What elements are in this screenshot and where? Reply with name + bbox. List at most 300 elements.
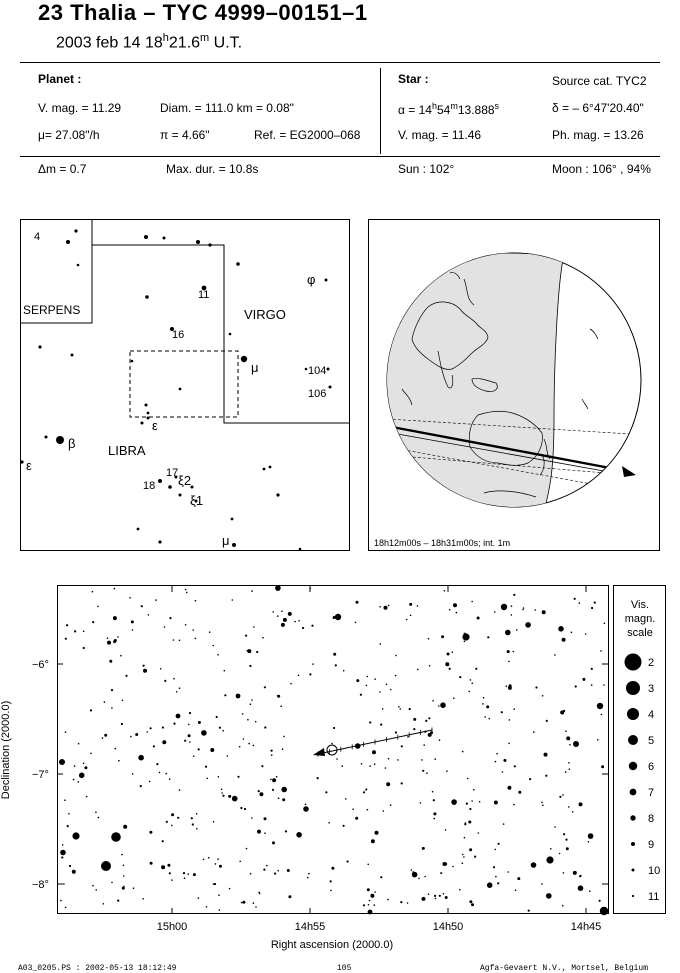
field-star xyxy=(283,618,287,622)
page-title: 23 Thalia – TYC 4999–00151–1 xyxy=(38,0,368,25)
finder-star xyxy=(241,356,247,362)
field-star xyxy=(479,801,481,803)
field-star xyxy=(575,685,577,687)
finder-star xyxy=(299,548,302,551)
field-star xyxy=(242,901,245,904)
field-star xyxy=(501,711,503,713)
field-star xyxy=(120,655,122,657)
field-star xyxy=(566,847,569,850)
field-star xyxy=(138,755,144,761)
field-star xyxy=(487,882,493,888)
magscale-dot-2 xyxy=(625,654,642,671)
field-star xyxy=(219,865,222,868)
field-star xyxy=(447,653,450,656)
field-star xyxy=(486,705,489,708)
field-star xyxy=(62,844,64,846)
field-star xyxy=(133,887,135,889)
field-star xyxy=(205,766,207,768)
field-star xyxy=(153,745,155,747)
field-star xyxy=(382,708,384,710)
field-star xyxy=(156,763,158,765)
header-top-rule xyxy=(20,62,660,63)
field-star xyxy=(167,864,170,867)
magscale-label-11: 11 xyxy=(648,891,660,903)
finder-label-phi: φ xyxy=(307,272,316,287)
field-star xyxy=(264,832,266,834)
field-star xyxy=(83,763,85,765)
field-star xyxy=(298,620,300,622)
magscale-label-3: 3 xyxy=(648,683,655,695)
field-star xyxy=(90,709,92,711)
field-star xyxy=(118,760,120,762)
finder-star xyxy=(71,354,74,357)
field-star xyxy=(148,614,150,616)
field-star xyxy=(140,785,142,787)
field-star xyxy=(123,865,125,867)
field-star xyxy=(196,813,198,815)
globe-map xyxy=(368,219,660,551)
field-star xyxy=(386,782,390,786)
magscale-dot-9 xyxy=(631,842,635,846)
field-star xyxy=(253,902,255,904)
field-star xyxy=(422,847,425,850)
field-star xyxy=(379,606,381,608)
field-star xyxy=(283,736,285,738)
field-star xyxy=(494,801,498,805)
field-star xyxy=(511,605,513,607)
field-star xyxy=(441,872,443,874)
field-star xyxy=(308,873,310,875)
field-star xyxy=(74,630,76,632)
field-star xyxy=(428,717,430,719)
field-star xyxy=(400,901,402,903)
footer-page-number: 105 xyxy=(337,964,352,973)
field-star xyxy=(380,724,382,726)
field-star xyxy=(155,599,157,601)
field-star xyxy=(475,668,477,670)
field-star xyxy=(591,607,593,609)
field-star xyxy=(121,723,123,725)
field-star xyxy=(281,610,283,612)
field-star xyxy=(355,817,358,820)
field-star xyxy=(494,611,496,613)
bright-field-star xyxy=(573,741,579,747)
field-star xyxy=(198,721,201,724)
bright-field-star xyxy=(597,703,603,709)
field-star xyxy=(173,723,175,725)
field-star xyxy=(579,802,583,806)
field-star xyxy=(224,694,226,696)
finder-label-mu-2: μ xyxy=(222,533,230,548)
field-star xyxy=(387,899,389,901)
field-star xyxy=(104,734,107,737)
field-star xyxy=(253,626,255,628)
field-star xyxy=(390,804,392,806)
field-star xyxy=(206,906,208,908)
field-star xyxy=(210,748,214,752)
magscale-dot-4 xyxy=(627,708,639,720)
field-star xyxy=(465,822,467,824)
field-star xyxy=(227,755,229,757)
field-star xyxy=(198,748,200,750)
ytick-minus8: −8° xyxy=(32,879,49,891)
finder-star xyxy=(147,412,150,415)
finder-star xyxy=(179,388,182,391)
field-star xyxy=(171,825,173,827)
finder-star xyxy=(158,540,161,543)
field-star xyxy=(533,731,535,733)
finder-star xyxy=(38,345,41,348)
field-star xyxy=(554,654,556,656)
field-star xyxy=(513,708,515,710)
finder-star xyxy=(137,528,140,531)
field-star xyxy=(67,825,69,827)
field-star xyxy=(78,743,80,745)
field-star xyxy=(95,811,97,813)
field-star xyxy=(189,741,191,743)
field-star xyxy=(242,713,244,715)
field-star xyxy=(104,701,106,703)
field-star xyxy=(255,906,257,908)
field-star xyxy=(406,619,408,621)
field-star xyxy=(462,751,464,753)
field-star xyxy=(462,862,464,864)
finder-star xyxy=(144,235,148,239)
field-star xyxy=(397,759,399,761)
field-star xyxy=(73,779,75,781)
field-star xyxy=(185,624,187,626)
field-star xyxy=(445,829,447,831)
field-star xyxy=(266,865,268,867)
field-star xyxy=(114,616,116,618)
field-star xyxy=(506,685,508,687)
field-star xyxy=(565,771,567,773)
field-star xyxy=(114,588,116,590)
field-star xyxy=(371,839,375,843)
field-star xyxy=(420,802,422,804)
field-star xyxy=(201,730,207,736)
field-star xyxy=(559,853,561,855)
field-star xyxy=(282,798,285,801)
field-star xyxy=(503,823,505,825)
field-star xyxy=(489,718,491,720)
field-star xyxy=(546,893,552,899)
field-star xyxy=(222,730,224,732)
field-star xyxy=(240,807,242,809)
xtick-15h00: 15h00 xyxy=(156,921,188,933)
finder-star xyxy=(179,494,182,497)
field-star xyxy=(209,631,211,633)
field-star xyxy=(241,902,243,904)
field-star xyxy=(109,660,112,663)
x-axis-label: Right ascension (2000.0) xyxy=(270,939,394,951)
field-star xyxy=(255,721,257,723)
field-star xyxy=(603,684,605,686)
planet-diameter: Diam. = 111.0 km = 0.08" xyxy=(160,101,294,115)
field-star xyxy=(418,878,420,880)
field-star xyxy=(270,779,272,781)
field-star xyxy=(528,910,530,912)
field-star xyxy=(90,753,92,755)
field-star xyxy=(482,703,484,705)
field-star xyxy=(262,637,264,639)
star-vmag: V. mag. = 11.46 xyxy=(398,128,482,142)
field-star xyxy=(271,750,273,752)
field-star xyxy=(132,629,134,631)
field-star xyxy=(355,622,357,624)
field-star xyxy=(456,612,458,614)
field-star xyxy=(366,788,368,790)
field-star xyxy=(484,716,486,718)
field-star xyxy=(582,678,585,681)
field-star xyxy=(508,686,512,690)
field-star xyxy=(588,841,590,843)
field-star xyxy=(179,789,181,791)
field-star xyxy=(333,653,336,656)
field-star xyxy=(390,689,392,691)
field-star xyxy=(125,675,127,677)
field-star xyxy=(430,731,433,734)
field-star xyxy=(417,669,419,671)
finder-label-mu: μ xyxy=(251,360,259,375)
field-star xyxy=(298,675,300,677)
field-star xyxy=(428,893,430,895)
field-star xyxy=(468,691,470,693)
field-star xyxy=(176,691,178,693)
field-star xyxy=(287,869,290,872)
field-star xyxy=(221,789,223,791)
field-star xyxy=(352,808,354,810)
field-star xyxy=(169,872,171,874)
header-mid-rule xyxy=(20,156,660,157)
field-star xyxy=(395,731,397,733)
field-star xyxy=(150,862,153,865)
field-star xyxy=(130,736,132,738)
sun-elongation: Sun : 102° xyxy=(398,162,455,176)
field-star xyxy=(309,673,311,675)
field-star xyxy=(107,637,109,639)
field-star xyxy=(534,609,536,611)
field-star xyxy=(565,839,567,841)
field-star xyxy=(550,848,552,850)
finder-star xyxy=(325,279,328,282)
field-star xyxy=(83,631,85,633)
field-star xyxy=(372,750,376,754)
magscale-dot-8 xyxy=(630,815,635,820)
field-star xyxy=(409,708,411,710)
field-star xyxy=(407,902,409,904)
magscale-dot-10 xyxy=(632,869,635,872)
field-star xyxy=(278,797,280,799)
field-star xyxy=(495,876,497,878)
field-star xyxy=(198,897,200,899)
magscale-label-5: 5 xyxy=(648,735,655,747)
field-star xyxy=(330,880,332,882)
magscale-dot-6 xyxy=(629,762,637,770)
field-star xyxy=(531,862,537,868)
planet-parallax: π = 4.66" xyxy=(160,128,210,142)
field-star xyxy=(162,726,164,728)
field-star xyxy=(203,859,205,861)
field-star xyxy=(375,831,379,835)
field-star xyxy=(212,645,214,647)
ytick-minus6: −6° xyxy=(32,659,49,671)
field-star xyxy=(443,893,445,895)
field-star xyxy=(502,771,504,773)
field-star xyxy=(513,651,515,653)
field-star xyxy=(122,700,124,702)
field-star xyxy=(474,856,476,858)
field-star xyxy=(529,778,531,780)
field-star xyxy=(312,663,314,665)
magscale-label-2: 2 xyxy=(648,657,655,669)
field-star xyxy=(162,840,164,842)
field-star xyxy=(395,675,397,677)
field-star xyxy=(562,905,564,907)
field-star xyxy=(65,638,67,640)
field-star xyxy=(221,792,223,794)
field-star xyxy=(453,697,455,699)
finder-label-epsilon-2: ε xyxy=(26,458,32,473)
field-star xyxy=(462,854,464,856)
field-star xyxy=(95,889,97,891)
field-star xyxy=(271,754,273,756)
field-star xyxy=(272,778,276,782)
field-star xyxy=(114,639,117,642)
finder-star xyxy=(327,368,330,371)
finder-star xyxy=(20,460,23,463)
field-star xyxy=(192,823,194,825)
field-star xyxy=(601,714,603,716)
field-star xyxy=(237,776,239,778)
field-star xyxy=(189,712,191,714)
field-star xyxy=(219,909,221,911)
field-star xyxy=(505,630,511,636)
field-star xyxy=(571,632,573,634)
finder-star xyxy=(305,368,308,371)
field-star xyxy=(193,756,195,758)
field-star xyxy=(522,609,524,611)
field-star xyxy=(407,736,409,738)
field-star xyxy=(302,627,304,629)
magscale-title-3: scale xyxy=(627,627,653,639)
field-star xyxy=(604,623,606,625)
field-star xyxy=(428,638,430,640)
field-star xyxy=(256,651,258,653)
finder-star xyxy=(141,422,144,425)
field-star xyxy=(247,719,249,721)
field-star xyxy=(192,629,194,631)
finder-star xyxy=(163,237,166,240)
field-star xyxy=(369,765,371,767)
field-star xyxy=(331,743,333,745)
field-star xyxy=(123,875,125,877)
finder-star xyxy=(208,243,211,246)
field-star xyxy=(509,719,511,721)
field-star xyxy=(184,740,186,742)
field-star xyxy=(369,900,371,902)
field-star xyxy=(444,590,446,592)
xtick-14h45: 14h45 xyxy=(570,921,602,933)
field-star xyxy=(566,736,570,740)
field-star xyxy=(195,600,197,602)
field-star xyxy=(487,636,489,638)
field-star xyxy=(166,821,168,823)
field-star xyxy=(249,665,251,667)
finder-star xyxy=(45,436,48,439)
field-star xyxy=(367,888,370,891)
field-star xyxy=(92,591,94,593)
field-star xyxy=(239,861,241,863)
field-star xyxy=(496,753,498,755)
field-star xyxy=(160,668,162,670)
field-star xyxy=(370,894,374,898)
finder-star xyxy=(276,493,279,496)
field-star xyxy=(374,763,376,765)
field-star xyxy=(374,678,376,680)
field-star xyxy=(471,601,473,603)
field-star xyxy=(569,768,571,770)
planet-vmag: V. mag. = 11.29 xyxy=(38,101,122,115)
field-star xyxy=(565,730,567,732)
bright-field-star xyxy=(600,907,608,915)
field-star xyxy=(572,811,574,813)
field-star xyxy=(250,703,252,705)
event-datetime: 2003 feb 14 18$^h$21.6$^m$ U.T. xyxy=(56,32,243,52)
field-star xyxy=(195,638,197,640)
star-source-catalog: Source cat. TYC2 xyxy=(552,74,647,88)
finder-star xyxy=(158,479,162,483)
field-star xyxy=(417,605,419,607)
field-star xyxy=(471,903,474,906)
finder-label-xi1: ξ1 xyxy=(190,493,204,508)
y-axis-label: Declination (2000.0) xyxy=(0,700,12,800)
xtick-14h55: 14h55 xyxy=(294,921,326,933)
delta-magnitude: Δm = 0.7 xyxy=(38,162,87,176)
field-star xyxy=(239,746,241,748)
field-star xyxy=(395,655,397,657)
magscale-dot-5 xyxy=(628,735,638,745)
field-star xyxy=(272,789,274,791)
field-star xyxy=(515,889,517,891)
finder-star xyxy=(74,229,77,232)
field-star xyxy=(132,773,134,775)
field-star xyxy=(439,739,441,741)
field-star xyxy=(401,745,403,747)
field-star xyxy=(361,763,363,765)
field-star xyxy=(218,776,220,778)
field-star xyxy=(123,886,125,888)
field-star xyxy=(117,636,119,638)
field-star xyxy=(107,641,111,645)
field-star xyxy=(207,778,209,780)
field-star xyxy=(196,828,198,830)
field-star xyxy=(60,850,66,856)
finder-star xyxy=(229,333,232,336)
field-star xyxy=(188,734,191,737)
field-star xyxy=(473,789,475,791)
field-star xyxy=(470,679,472,681)
field-star xyxy=(579,602,581,604)
field-star xyxy=(141,605,143,607)
field-star xyxy=(600,650,602,652)
field-star xyxy=(121,854,123,856)
field-star xyxy=(281,623,285,627)
field-star xyxy=(469,900,472,903)
magscale-label-10: 10 xyxy=(648,865,661,877)
field-star xyxy=(356,679,359,682)
field-star xyxy=(294,621,296,623)
